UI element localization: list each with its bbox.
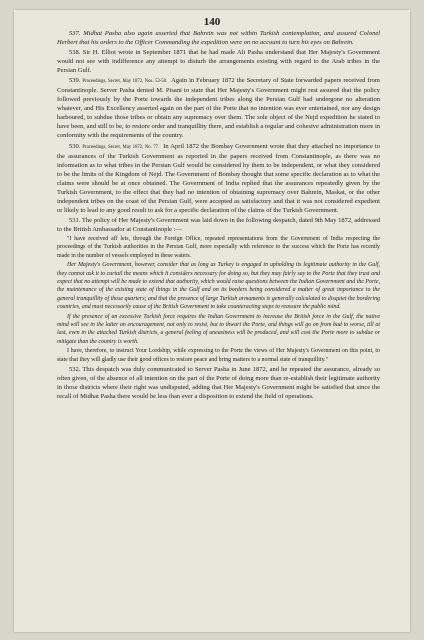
paragraph-538 — [57, 48, 380, 75]
quoted-paragraph — [57, 261, 380, 311]
paragraph-text: This despatch was duly communicated to Server Pasha in June 1872, and he repeated the assurance, already so often given, of the absence of all intention on the part of the Porte of doing more than re-establish their legitimate authority in those districts where their right was undisputed, adding that Her Majesty's Government might be satisfied that since the recall of Midhat Pasha there would be less than ever a disposition to extend the field of operations. — [57, 366, 380, 401]
paragraph-539 — [57, 76, 380, 140]
paragraph-number: 539. — [69, 77, 83, 85]
document-body — [57, 29, 380, 402]
paragraph-text: Her Majesty's Government, however, consider that as long as Turkey is engaged in upholding its legitimate authority in the Gulf, they cannot ask it to curtail the means which it considers necessary for doing so, but they may fairly say to the Porte that they trust and expect that no attempt will be made to extend that authority, which would raise questions between the Indian Government and the Porte, the maintenance of the existing state of things in the Gulf and on its borders being considered a matter of great importance to the general tranquillity of those quarters; and that the presence of large Turkish armaments is generally calculated to disquiet the bordering countries, and must necessarily cause of the British Government to take counteracting steps to reassure the public mind. — [57, 262, 380, 311]
paragraph-text: I have, therefore, to instruct Your Lordship, while expressing to the Porte the views of Her Majesty's Government on this point, to state that they will gladly use their good offices to restore peace and bring matters to a normal state of tranquillity." — [57, 348, 380, 363]
quoted-paragraph — [57, 347, 380, 364]
paragraph-text: Sir H. Elliot wrote in September 1871 that he had made Ali Pasha understand that Her Majesty's Government would not see with indifference any attempt to disturb the arrangements existing with regard to the Arab tribes in the Persian Gulf. — [57, 49, 380, 75]
paragraph-531 — [57, 216, 380, 234]
paragraph-530 — [57, 142, 380, 215]
paragraph-text: "I have received aff lets, through the Foreign Office, repeated representations from the Government of India respecting the proceedings of the Turkish authorities in the Persian Gulf, more especially with reference to the success which the Porte has recently made in the number of vessels employed in these waters. — [57, 235, 380, 259]
paragraph-number: 530. — [69, 142, 83, 150]
paragraph-text: Midhat Pasha also again asserted that Bahrein was not within Turkish contemplation, and assured Colonel Herbert that his orders to the Officer Commanding the expedition were on no account to turn his eyes on Bahrein. — [57, 30, 381, 46]
marginal-reference: Proceedings, Secret, May 1872, No. 77. — [82, 144, 160, 150]
paragraph-number: 532. — [69, 366, 83, 374]
paragraph-text: Again in February 1872 the Secretary of State forwarded papers received from Constantinople. Server Pasha denied M. Pisani to state that Her Majesty's Government might rest assured that the policy followed previously by the Porte towards the independent tribes along the Persian Gulf had undergone no alteration whatever, and His Excellency asserted again on the part of the Porte that no intention was ever entertained, nor any design harboured, to subdue those tribes or obtain any supremacy over them. The sole object of the Nejd expedition he stated to have been, and still to be, to restore order and tranquillity there, and establish a regular and cohesive administration more in conformity with the requirements of the country. — [57, 77, 380, 140]
marginal-reference: Proceedings, Secret, May 1872, Nos. 53-58. — [82, 79, 168, 85]
document-page — [14, 10, 410, 632]
page-number: 140 — [203, 16, 221, 28]
paragraph-537 — [57, 29, 380, 47]
paragraph-text: If the presence of an excessive Turkish force requires the Indian Government to increase the British force in the Gulf, the native mind will see in the latter an encouragement, not only to resist, but to thwart the Porte, and things will go on from bad to worse, till at last, even in the attached Turkish districts, a general feeling of uneasiness will be produced, and will cost the Porte more to subdue or mitigate than the country is worth. — [57, 313, 380, 345]
paragraph-number: 538. — [69, 49, 83, 57]
paragraph-number: 537. — [69, 30, 84, 37]
paragraph-text: In April 1872 the Bombay Government wrote that they attached no importance to the assurances of the Turkish Government as reported in the papers received from Constantinople, as there was no information as to what tribes in the Persian Gulf would be considered by them to be independent, or what they considered to be the limits of the Kingdom of Nejd. The Government of Bombay thought that some specific declaration as to what the claims were should be at once obtained. The Government of India replied that the assurances repeatedly given by the Turkish Government, to the effect that they had no intention of obtaining supremacy over Bahrein, Maskat, or the other independent tribes on the coast of the Persian Gulf, were accepted as satisfactory and that it was not considered expedient or likely to lead to any good result to ask for a specific declaration of the claims of the Turkish Government. — [57, 142, 380, 214]
quoted-paragraph — [57, 313, 380, 347]
paragraph-number: 531. — [69, 216, 82, 224]
paragraph-text: The policy of Her Majesty's Government was laid down in the following despatch, dated 9th May 1872, addressed to the British Ambassador at Constantinople :— — [57, 216, 380, 233]
quoted-paragraph — [57, 235, 380, 260]
paragraph-532 — [57, 365, 380, 401]
